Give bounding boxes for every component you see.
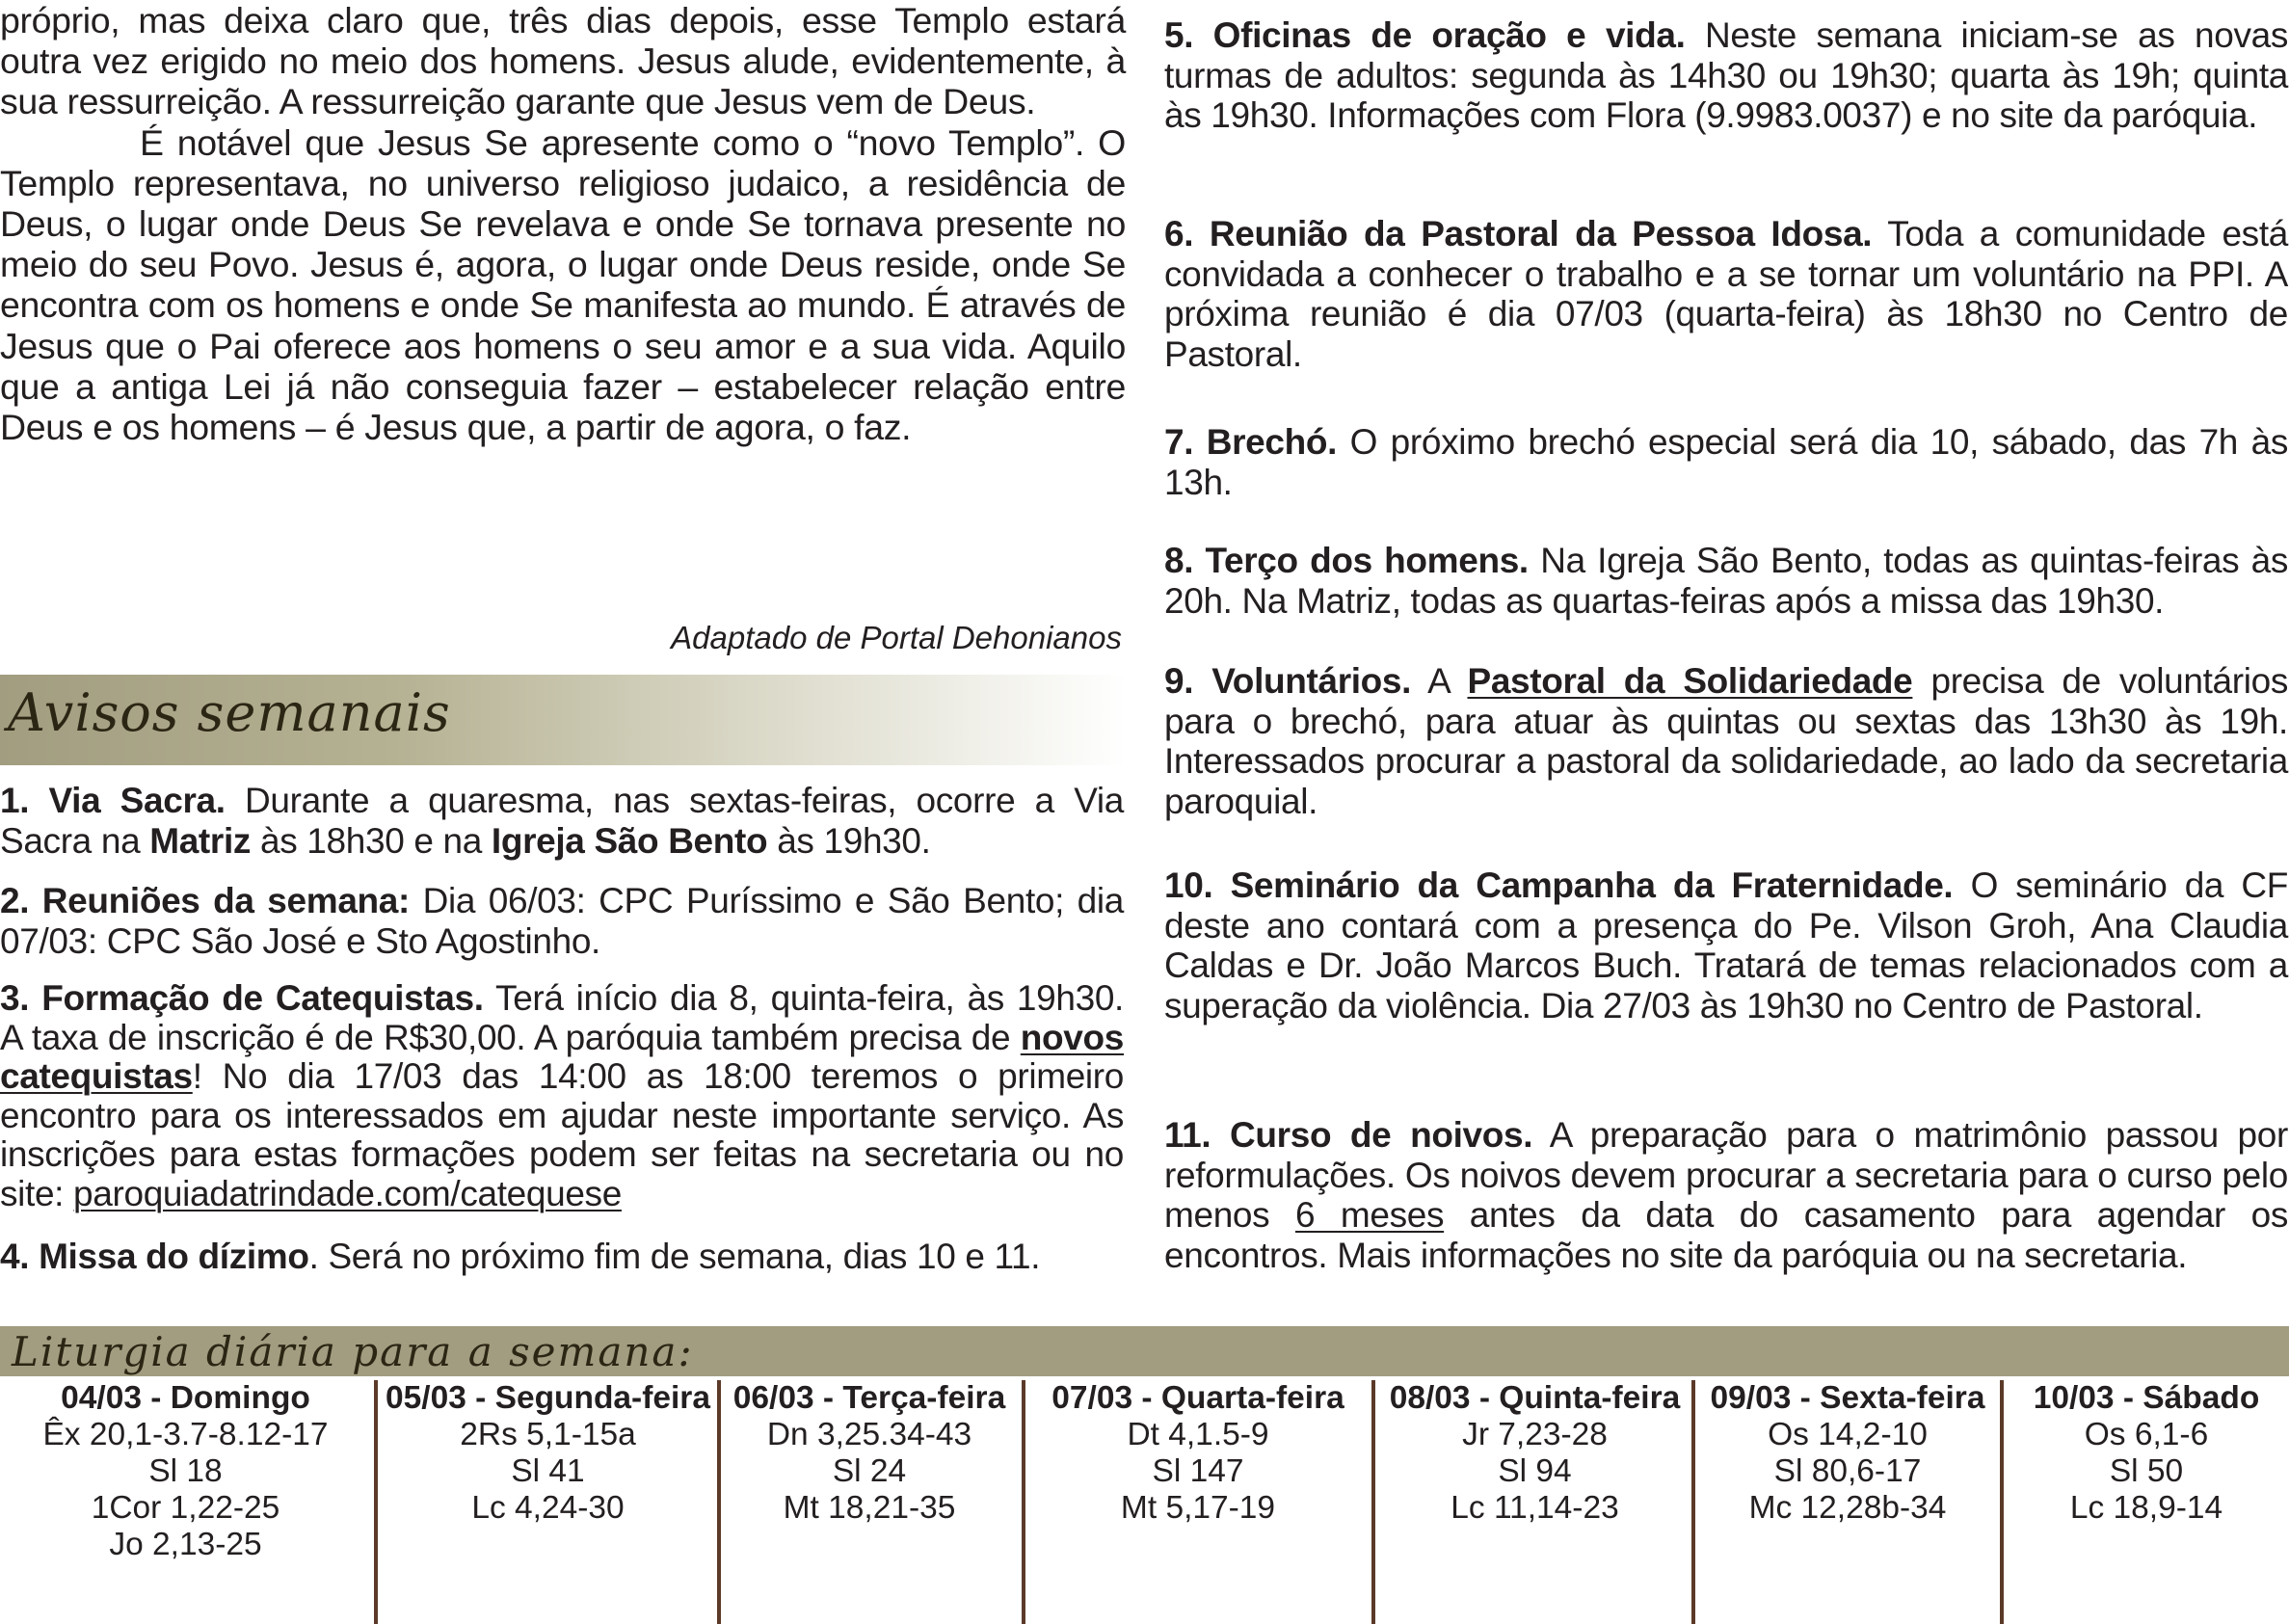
reading: Dt 4,1.5-9 <box>1127 1417 1269 1452</box>
day-column <box>1378 1380 1691 1527</box>
liturgia-header-bar <box>0 1326 2289 1376</box>
reading: Êx 20,1-3.7-8.12-17 <box>42 1417 329 1452</box>
aviso-5-text: Neste semana iniciam-se as novas turmas de adultos: segunda às 14h30 ou 19h30; quarta às 19h; quinta às 19h30. Informações com Flora (9.9983.0037) e no site da paróquia. <box>1164 15 2288 135</box>
day-column <box>2007 1380 2286 1527</box>
day-header: 08/03 - Quinta-feira <box>1389 1380 1681 1416</box>
day-header: 06/03 - Terça-feira <box>732 1380 1006 1416</box>
reading: Mt 18,21-35 <box>783 1490 956 1526</box>
credit-line: Adaptado de Portal Dehonianos <box>671 620 1122 655</box>
reading: Sl 18 <box>148 1453 223 1489</box>
aviso-1-text: Durante a quaresma, nas sextas-feiras, ocorre a Via Sacra na <box>0 781 1124 861</box>
aviso-1-text-3: às 19h30. <box>767 820 931 861</box>
column-divider <box>374 1380 378 1624</box>
liturgia-title: Liturgia diária para a semana: <box>12 1328 694 1375</box>
aviso-11-head: 11. Curso de noivos. <box>1164 1115 1533 1155</box>
day-header: 10/03 - Sábado <box>2033 1380 2260 1416</box>
day-header: 07/03 - Quarta-feira <box>1051 1380 1344 1416</box>
reading: Os 6,1-6 <box>2084 1417 2209 1452</box>
day-column <box>1698 1380 1997 1527</box>
reading: Lc 18,9-14 <box>2069 1490 2223 1526</box>
left-column <box>0 0 1126 447</box>
aviso-1 <box>0 781 1124 861</box>
aviso-8-head: 8. Terço dos homens. <box>1164 541 1529 580</box>
aviso-11-text: A preparação para o matrimônio passou por reformulações. Os noivos devem procurar a secretaria para o curso pelo menos <box>1164 1115 2288 1235</box>
day-column <box>1029 1380 1367 1527</box>
day-header: 04/03 - Domingo <box>61 1380 310 1416</box>
aviso-1-text-2: às 18h30 e na <box>251 820 492 861</box>
day-header: 09/03 - Sexta-feira <box>1710 1380 1985 1416</box>
aviso-8 <box>1164 541 2288 621</box>
aviso-4-head: 4. Missa do dízimo <box>0 1237 309 1276</box>
aviso-3-head: 3. Formação de Catequistas. <box>0 978 484 1018</box>
aviso-6-text: Toda a comunidade está convidada a conhecer o trabalho e a se tornar um voluntário na PPI. A próxima reunião é dia 07/03 (quarta-feira) às 18h30 no Centro de Pastoral. <box>1164 214 2288 374</box>
aviso-1-head: 1. Via Sacra. <box>0 781 226 820</box>
day-header: 05/03 - Segunda-feira <box>386 1380 710 1416</box>
reading: Jr 7,23-28 <box>1462 1417 1608 1452</box>
aviso-2-head: 2. Reuniões da semana: <box>0 881 410 920</box>
aviso-8-text: Na Igreja São Bento, todas as quintas-feiras às 20h. Na Matriz, todas as quartas-feiras após a missa das 19h30. <box>1164 541 2289 621</box>
reading: Sl 50 <box>2109 1453 2184 1489</box>
reading: Sl 147 <box>1152 1453 1244 1489</box>
aviso-3-text: Terá início dia 8, quinta-feira, às 19h30. A taxa de inscrição é de R$30,00. A paróquia também precisa de <box>0 978 1124 1057</box>
day-column <box>725 1380 1014 1527</box>
aviso-4-text: . Será no próximo fim de semana, dias 10 e 11. <box>308 1237 1041 1276</box>
seis-meses: 6 meses <box>1294 1195 1445 1235</box>
reading: Lc 11,14-23 <box>1451 1490 1619 1526</box>
intro-paragraph-1: próprio, mas deixa claro que, três dias depois, esse Templo estará outra vez erigido no meio dos homens. Jesus alude, evidentemente, à sua ressurreição. A ressurreição garante que Jesus vem de Deus. <box>0 0 1126 122</box>
aviso-7-text: O próximo brechó especial será dia 10, sábado, das 7h às 13h. <box>1164 422 2288 502</box>
aviso-11 <box>1164 1115 2288 1275</box>
day-column <box>0 1380 371 1563</box>
aviso-6-head: 6. Reunião da Pastoral da Pessoa Idosa. <box>1164 214 1873 253</box>
reading: Sl 94 <box>1498 1453 1572 1489</box>
aviso-1-igreja: Igreja São Bento <box>491 820 768 861</box>
avisos-title: Avisos semanais <box>8 682 451 743</box>
reading: Jo 2,13-25 <box>109 1527 262 1562</box>
reading: 1Cor 1,22-25 <box>91 1490 280 1526</box>
column-divider <box>717 1380 721 1624</box>
aviso-9-text-2: precisa de voluntários para o brechó, para atuar às quintas ou sextas das 13h30 às 19h. Interessados procurar a pastoral da solidariedade, ao lado da secretaria paroquial. <box>1164 661 2288 821</box>
aviso-5-head: 5. Oficinas de oração e vida. <box>1164 15 1686 55</box>
column-divider <box>1371 1380 1375 1624</box>
aviso-6 <box>1164 214 2288 374</box>
reading: Sl 41 <box>511 1453 585 1489</box>
column-divider <box>1022 1380 1025 1624</box>
aviso-9-head: 9. Voluntários. <box>1164 661 1412 701</box>
reading: Dn 3,25.34-43 <box>766 1417 972 1452</box>
aviso-9 <box>1164 661 2288 821</box>
aviso-2-text: Dia 06/03: CPC Puríssimo e São Bento; dia 07/03: CPC São José e Sto Agostinho. <box>0 881 1125 961</box>
aviso-10-head: 10. Seminário da Campanha da Fraternidade. <box>1164 865 1954 905</box>
pastoral-solidariedade: Pastoral da Solidariedade <box>1467 661 1913 701</box>
aviso-1-matriz: Matriz <box>149 820 252 861</box>
catequese-link[interactable]: paroquiadatrindade.com/catequese <box>73 1173 622 1213</box>
reading: Mc 12,28b-34 <box>1748 1490 1947 1526</box>
column-divider <box>1691 1380 1695 1624</box>
aviso-7 <box>1164 422 2288 502</box>
reading: Mt 5,17-19 <box>1120 1490 1276 1526</box>
aviso-9-text: A <box>1411 661 1468 701</box>
aviso-4 <box>0 1237 1124 1277</box>
aviso-5 <box>1164 15 2288 136</box>
reading: 2Rs 5,1-15a <box>460 1417 636 1452</box>
column-divider <box>2000 1380 2004 1624</box>
avisos-header-bar <box>0 675 1126 765</box>
aviso-10-text: O seminário da CF deste ano contará com a presença do Pe. Vilson Groh, Ana Claudia Caldas e Dr. João Marcos Buch. Tratará de temas relacionados com a superação da violência. Dia 27/03 às 19h30 no Centro de Pastoral. <box>1164 865 2288 1025</box>
aviso-7-head: 7. Brechó. <box>1164 422 1338 462</box>
reading: Sl 80,6-17 <box>1773 1453 1922 1489</box>
aviso-3-text-2: ! No dia 17/03 das 14:00 as 18:00 teremos o primeiro encontro para os interessados em ajudar neste importante serviço. As inscrições para estas formações podem ser feitas na secretaria ou no site: <box>0 1056 1124 1213</box>
reading: Sl 24 <box>832 1453 907 1489</box>
aviso-10 <box>1164 865 2288 1025</box>
aviso-2 <box>0 881 1124 961</box>
aviso-3 <box>0 979 1124 1213</box>
day-column <box>382 1380 714 1527</box>
reading: Lc 4,24-30 <box>471 1490 625 1526</box>
reading: Os 14,2-10 <box>1768 1417 1928 1452</box>
intro-paragraph-2: É notável que Jesus Se apresente como o “novo Templo”. O Templo representava, no universo religioso judaico, a residência de Deus, o lugar onde Deus Se revelava e onde Se tornava presente no meio do seu Povo. Jesus é, agora, o lugar onde Deus reside, onde Se encontra com os homens e onde Se manifesta ao mundo. É através de Jesus que o Pai oferece aos homens o seu amor e a sua vida. Aquilo que a antiga Lei já não conseguia fazer – estabelecer relação entre Deus e os homens – é Jesus que, a partir de agora, o faz. <box>0 121 1126 448</box>
aviso-11-text-2: antes da data do casamento para agendar os encontros. Mais informações no site da paróquia ou na secretaria. <box>1164 1195 2289 1275</box>
novos-catequistas: novos catequistas <box>0 1017 1124 1096</box>
